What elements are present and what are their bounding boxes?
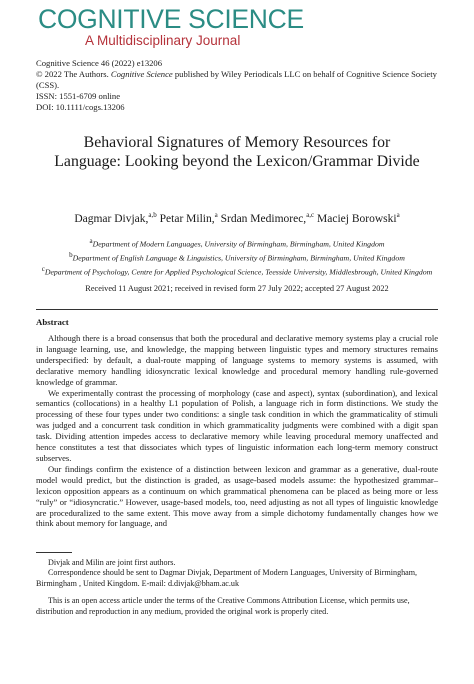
author: Petar Milin,$^a$ [159, 211, 218, 225]
license-note: This is an open access article under the terms of the Creative Commons Attribution License, which permits use, distribution and reproduction in any medium, provided the original work is properly cited. [36, 596, 410, 616]
abstract-paragraph: Our findings confirm the existence of a distinction between lexicon and grammar as a generative, dual-route model would predict, but the distinction is graded, as usage-based models assume: the hypothesized grammar–lexicon opposition appears as a continuum on which grammatical phenomena can be placed as being more or less “ruly” or “idiosyncratic.” However, usage-based models, too, need adjusting as not all types of linguistic knowledge are proceduralized to the same extent. This move away from a simple dichotomy fundamentally changes how we think about memory for language, and [36, 463, 438, 529]
author: Maciej Borowski$^a$ [317, 211, 400, 225]
divider [36, 309, 438, 310]
copyright-prefix: © 2022 The Authors. [36, 69, 109, 79]
citation: Cognitive Science 46 (2022) e13206 [36, 58, 163, 68]
journal-subtitle: A Multidisciplinary Journal [85, 33, 241, 48]
correspondence-note: Correspondence should be sent to Dagmar Divjak, Department of Modern Languages, University of Birmingham, Birmingham , United Kingdom. E-mail: d.divjak@bham.ac.uk [36, 568, 418, 588]
copyright-suffix: published by Wiley Periodicals LLC on behalf of Cognitive Science Society (CSS). [36, 69, 437, 90]
abstract-body [36, 333, 438, 529]
affiliations [36, 236, 438, 278]
footnotes [36, 558, 438, 617]
journal-title: COGNITIVE SCIENCE [38, 4, 304, 34]
doi[interactable]: DOI: 10.1111/cogs.13206 [36, 102, 125, 112]
affiliation: $^c$Department of Psychology, Centre for Applied Psychological Science, Teesside University, Middlesbrough, United Kingdom [41, 265, 433, 277]
paper-title-line-1: Behavioral Signatures of Memory Resources for [83, 134, 391, 151]
article-metadata [36, 58, 438, 113]
abstract-paragraph: We experimentally contrast the processing of morphology (case and aspect), syntax (subordination), and lexical semantics (collocations) in a healthy L1 population of Polish, a language rich in form distinctions. We study the processing of these four types under two conditions: a single task condition in which the grammaticality of stimuli was judged and a concurrent task condition in which grammaticality judgments were combined with a digit span task. Dividing attention impedes access to declarative memory while leaving procedural memory unaffected and hence constitutes a test that dissociates which types of linguistic information each long-term memory construct subserves. [36, 387, 438, 463]
author-list [36, 208, 438, 226]
copyright-journal: Cognitive Science [110, 69, 173, 79]
joint-authorship-note: Divjak and Milin are joint first authors. [48, 558, 176, 567]
paper-title [36, 133, 438, 171]
abstract-paragraph: Although there is a broad consensus that both the procedural and declarative memory systems play a crucial role in language learning, use, and knowledge, the mapping between linguistic types and memory structures remains underspecified: by default, a dual-route mapping of language systems to memory systems is assumed, with declarative memory handling idiosyncratic lexical knowledge and procedural memory handling rule-governed knowledge of grammar. [36, 333, 438, 387]
author: Srdan Medimorec,$^{a,c}$ [220, 211, 315, 225]
copyright-notice [36, 69, 438, 91]
affiliation: $^a$Department of Modern Languages, University of Birmingham, Birmingham, United Kingdom [89, 237, 385, 249]
footnote-divider [36, 552, 72, 553]
affiliation: $^b$Department of English Language & Linguistics, University of Birmingham, Birmingham, United Kingdom [69, 251, 405, 263]
journal-masthead [38, 5, 438, 49]
received-dates: Received 11 August 2021; received in revised form 27 July 2022; accepted 27 August 2022 [85, 284, 389, 293]
issn: ISSN: 1551-6709 online [36, 91, 121, 101]
paper-title-line-2: Language: Looking beyond the Lexicon/Grammar Divide [54, 153, 420, 170]
abstract-heading: Abstract [36, 317, 69, 327]
author: Dagmar Divjak,$^{a,b}$ [74, 211, 157, 225]
